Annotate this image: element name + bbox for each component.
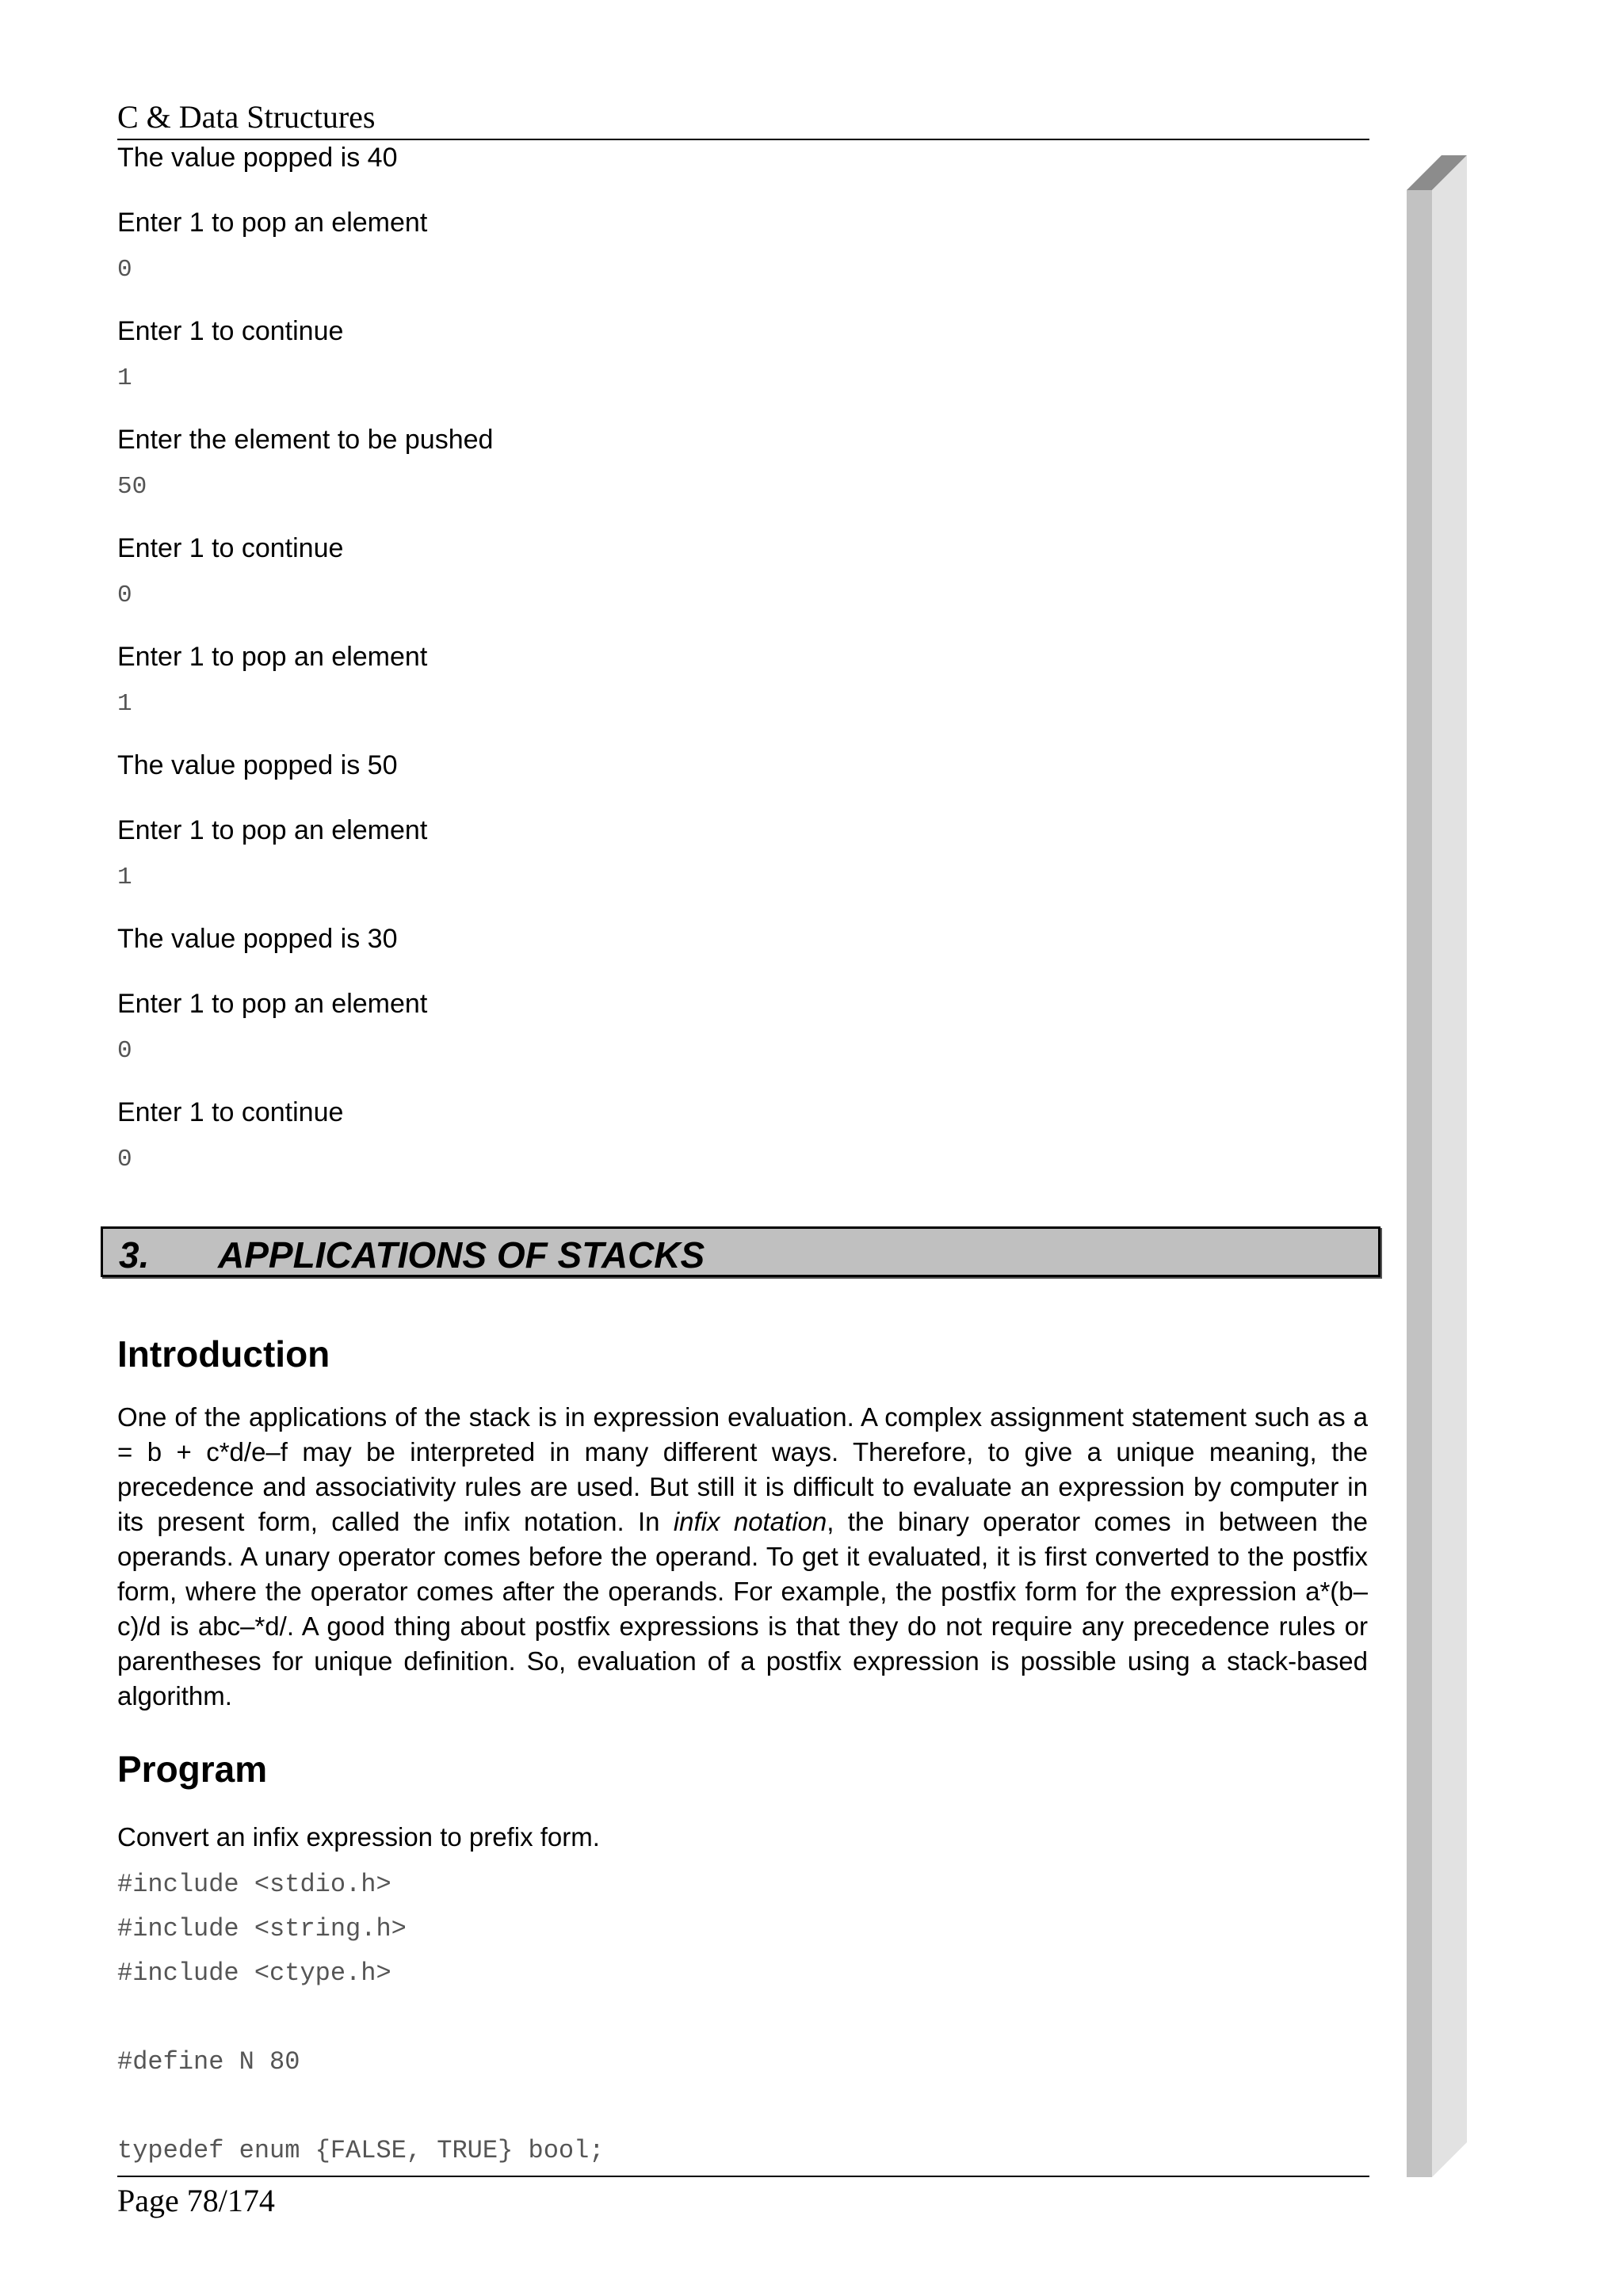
program-caption: Convert an infix expression to prefix form.: [117, 1822, 600, 1852]
console-input-value: 1: [117, 690, 132, 718]
footer-rule: [117, 2176, 1369, 2177]
console-prompt-line: Enter 1 to continue: [117, 316, 344, 346]
console-prompt-line: Enter 1 to pop an element: [117, 989, 428, 1019]
side-bar-decoration: [1407, 155, 1467, 2177]
console-output-line: The value popped is 50: [117, 750, 398, 780]
program-heading: Program: [117, 1749, 268, 1790]
introduction-paragraph: One of the applications of the stack is in expression evaluation. A complex assignment statement such as a = b + c*d/e–f may be interpreted in many different ways. Therefore, to give a unique meaning, the precedence and associativity rules are used. But still it is difficult to evaluate an expression by computer in its present form, called the infix notation. In infix notation, the binary operator comes in between the operands. A unary operator comes before the operand. To get it evaluated, it is first converted to the postfix form, where the operator comes after the operands. For example, the postfix form for the expression a*(b–c)/d is abc–*d/. A good thing about postfix expressions is that they do not require any precedence rules or parentheses for unique definition. So, evaluation of a postfix expression is possible using a stack-based algorithm.: [117, 1402, 1368, 1711]
code-line: #include <ctype.h>: [117, 1958, 391, 1988]
section-heading-box: [101, 1226, 1381, 1277]
console-prompt-line: Enter 1 to pop an element: [117, 815, 428, 845]
console-output-line: The value popped is 40: [117, 143, 398, 173]
console-prompt-line: Enter the element to be pushed: [117, 425, 494, 455]
console-prompt-line: Enter 1 to continue: [117, 1097, 344, 1127]
section-title: APPLICATIONS OF STACKS: [218, 1234, 705, 1276]
code-line: #include <stdio.h>: [117, 1870, 391, 1899]
console-input-value: 0: [117, 1037, 132, 1065]
section-number: 3.: [119, 1234, 150, 1276]
console-output-line: The value popped is 30: [117, 924, 398, 954]
console-input-value: 1: [117, 864, 132, 891]
running-header: C & Data Structures: [117, 99, 376, 135]
console-prompt-line: Enter 1 to pop an element: [117, 208, 428, 238]
emphasis-term: infix notation: [673, 1507, 827, 1536]
code-line: typedef enum {FALSE, TRUE} bool;: [117, 2136, 605, 2165]
code-line: #include <string.h>: [117, 1914, 407, 1943]
console-input-value: 0: [117, 582, 132, 609]
console-input-value: 0: [117, 1146, 132, 1173]
console-input-value: 50: [117, 473, 147, 501]
header-rule: [117, 139, 1369, 140]
console-prompt-line: Enter 1 to continue: [117, 533, 344, 563]
code-line: #define N 80: [117, 2047, 300, 2077]
page-number: Page 78/174: [117, 2183, 275, 2218]
console-input-value: 1: [117, 364, 132, 392]
console-input-value: 0: [117, 256, 132, 284]
introduction-heading: Introduction: [117, 1333, 330, 1375]
console-prompt-line: Enter 1 to pop an element: [117, 642, 428, 672]
